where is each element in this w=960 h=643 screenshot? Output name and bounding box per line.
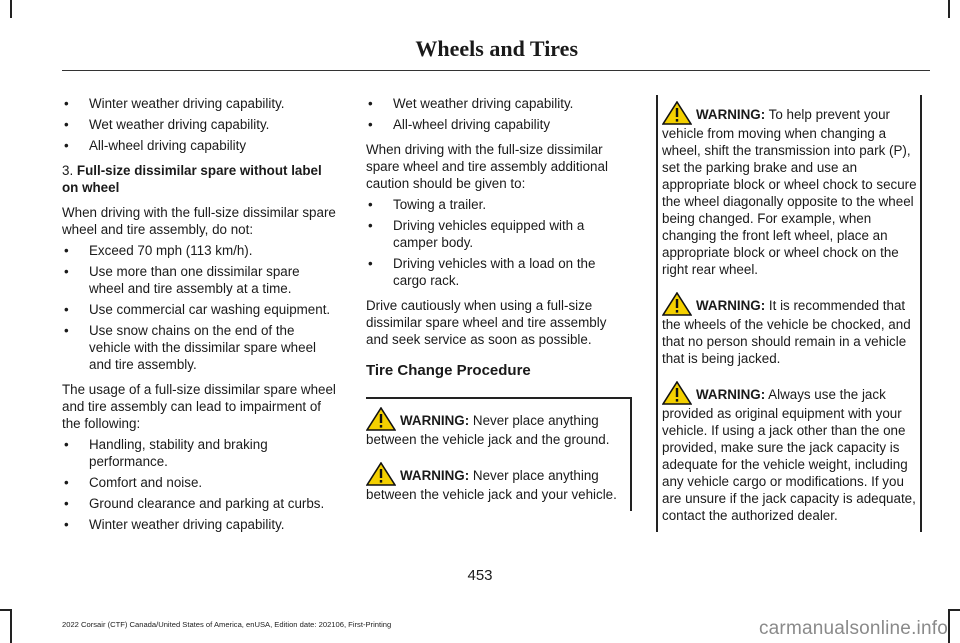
column-right (656, 95, 922, 532)
warning-text: Always use the jack provided as original equipment with your vehicle. If using a jack other than the one provided, make sure the jack capacity is adequate for the vehicle weight, including any vehicle cargo or modifications. If you are unsure if the jack capacity is adequate, contact the authorized dealer. (662, 387, 916, 523)
crop-mark-bottom-right (948, 611, 950, 643)
warning-text: Never place anything between the vehicle jack and your vehicle. (366, 468, 617, 502)
warning-item (662, 381, 918, 524)
list-item: • Use commercial car washing equipment. (62, 301, 337, 318)
list-item: • Ground clearance and parking at curbs. (62, 495, 337, 512)
warning-label: WARNING: (400, 468, 470, 483)
warning-text: It is recommended that the wheels of the vehicle be chocked, and that no person should remain in a vehicle that is being jacked. (662, 298, 911, 366)
paragraph: The usage of a full-size dissimilar spare wheel and tire assembly can lead to impairment of the following: (62, 382, 336, 431)
warning-triangle-icon (662, 381, 692, 405)
list-item: • Towing a trailer. (366, 196, 632, 213)
warning-label: WARNING: (696, 107, 766, 122)
warning-item (662, 101, 918, 278)
list-item: • Driving vehicles with a load on the cargo rack. (366, 255, 632, 289)
warning-triangle-icon (366, 407, 396, 431)
crop-mark-top-right (948, 0, 950, 18)
header-divider (62, 70, 930, 71)
column-left (62, 95, 337, 537)
paragraph: Drive cautiously when using a full-size dissimilar spare wheel and tire assembly and seek service as soon as possible. (366, 298, 607, 347)
warning-item (366, 462, 626, 503)
crop-mark-top-left (10, 0, 12, 18)
list-item: • Handling, stability and braking performance. (62, 436, 337, 470)
page-number: 453 (467, 567, 493, 584)
subheading (62, 162, 337, 196)
paragraph: When driving with the full-size dissimilar spare wheel and tire assembly additional caution should be given to: (366, 142, 608, 191)
list-item: • Driving vehicles equipped with a camper body. (366, 217, 632, 251)
warning-triangle-icon (662, 101, 692, 125)
list-item: • Use more than one dissimilar spare wheel and tire assembly at a time. (62, 263, 337, 297)
paragraph: When driving with the full-size dissimilar spare wheel and tire assembly, do not: (62, 205, 336, 237)
footer-edition-info: 2022 Corsair (CTF) Canada/United States of America, enUSA, Edition date: 202106, First-Printing (62, 620, 392, 629)
warning-triangle-icon (662, 292, 692, 316)
page-title: Wheels and Tires (415, 36, 578, 61)
list-item: • Exceed 70 mph (113 km/h). (62, 242, 337, 259)
warning-item (366, 407, 626, 448)
list-item: • Comfort and noise. (62, 474, 337, 491)
crop-mark-bottom-left (10, 611, 12, 643)
crop-mark-bottom-left-h (0, 609, 12, 611)
warning-triangle-icon (366, 462, 396, 486)
list-item: • All-wheel driving capability (62, 137, 337, 154)
subheading-number: 3. (62, 163, 74, 178)
warning-label: WARNING: (400, 413, 470, 428)
list-item: • Winter weather driving capability. (62, 516, 337, 533)
subheading-text: Full-size dissimilar spare without label on wheel (62, 163, 322, 195)
list-item: • Wet weather driving capability. (366, 95, 632, 112)
warning-box (366, 397, 632, 511)
warning-text: To help prevent your vehicle from moving when changing a wheel, shift the transmission into park (P), set the parking brake and use an appropriate block or wheel chock to secure the wheel diagonally opposite to the wheel being changed. For example, when changing the front left wheel, place an appropriate block or wheel chock on the right rear wheel. (662, 107, 917, 277)
warning-label: WARNING: (696, 387, 766, 402)
crop-mark-bottom-right-h (948, 609, 960, 611)
warning-text: Never place anything between the vehicle jack and the ground. (366, 413, 610, 447)
list-item: • Winter weather driving capability. (62, 95, 337, 112)
section-title: Tire Change Procedure (366, 362, 531, 379)
warning-item (662, 292, 918, 367)
warning-box (656, 95, 922, 532)
list-item: • All-wheel driving capability (366, 116, 632, 133)
warning-label: WARNING: (696, 298, 766, 313)
column-middle (366, 95, 632, 511)
list-item: • Wet weather driving capability. (62, 116, 337, 133)
list-item: • Use snow chains on the end of the vehicle with the dissimilar spare wheel and tire assembly. (62, 322, 337, 373)
watermark: carmanualsonline.info (758, 618, 948, 639)
